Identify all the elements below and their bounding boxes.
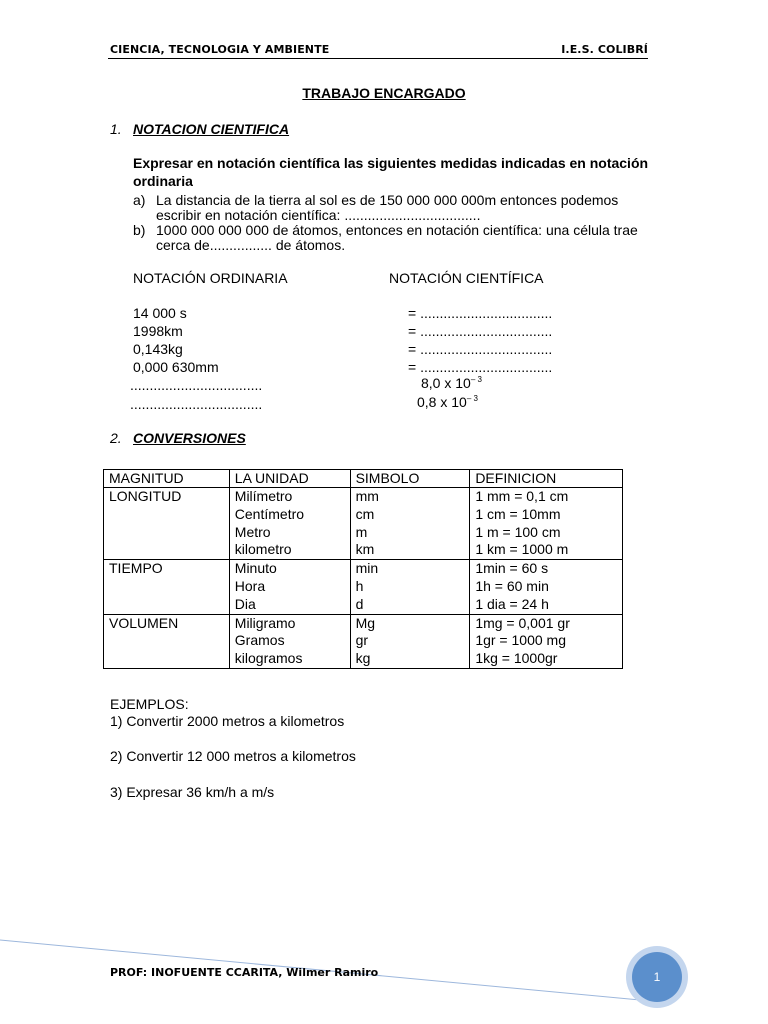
definition-cell: 1 mm = 0,1 cm 1 cm = 10mm 1 m = 100 cm 1 km = 1000 m bbox=[470, 488, 623, 560]
document-title: TRABAJO ENCARGADO bbox=[302, 85, 466, 101]
exponent-6: – 3 bbox=[466, 394, 478, 403]
example-1: 1) Convertir 2000 metros a kilometros bbox=[110, 713, 345, 729]
section1-title: NOTACION CIENTIFICA bbox=[133, 121, 290, 137]
table-row-longitud bbox=[104, 488, 623, 560]
symbol-cell: Mg gr kg bbox=[350, 614, 470, 668]
magnitude-cell: TIEMPO bbox=[104, 560, 230, 614]
magnitude-cell: LONGITUD bbox=[104, 488, 230, 560]
unit-cell: Miligramo Gramos kilogramos bbox=[229, 614, 350, 668]
ordinary-value-4: 0,000 630mm bbox=[133, 359, 219, 375]
header-definition: DEFINICION bbox=[470, 470, 623, 488]
header-divider bbox=[108, 58, 648, 59]
scientific-blank-3: = .................................. bbox=[408, 341, 553, 357]
item-b-line2: cerca de................ de átomos. bbox=[156, 237, 346, 253]
header-magnitude: MAGNITUD bbox=[104, 470, 230, 488]
section2-number: 2. bbox=[110, 430, 122, 446]
header-symbol: SIMBOLO bbox=[350, 470, 470, 488]
item-a-line2: escribir en notación científica: ................................... bbox=[156, 207, 481, 223]
magnitude-cell: VOLUMEN bbox=[104, 614, 230, 668]
example-3: 3) Expresar 36 km/h a m/s bbox=[110, 784, 275, 800]
table-row-volumen bbox=[104, 614, 623, 668]
header-unit: LA UNIDAD bbox=[229, 470, 350, 488]
page-number: 1 bbox=[632, 952, 682, 1002]
ordinary-value-3: 0,143kg bbox=[133, 341, 183, 357]
exponent-5: – 3 bbox=[470, 375, 482, 384]
definition-cell: 1mg = 0,001 gr 1gr = 1000 mg 1kg = 1000gr bbox=[470, 614, 623, 668]
page-number-badge bbox=[626, 946, 688, 1008]
examples-heading: EJEMPLOS: bbox=[110, 696, 189, 712]
example-2: 2) Convertir 12 000 metros a kilometros bbox=[110, 748, 356, 764]
ordinary-blank-5: .................................. bbox=[130, 377, 263, 393]
unit-cell: Milímetro Centímetro Metro kilometro bbox=[229, 488, 350, 560]
header-school: I.E.S. COLIBRÍ bbox=[561, 43, 648, 56]
section2-title: CONVERSIONES bbox=[133, 430, 246, 446]
column-header-ordinary: NOTACIÓN ORDINARIA bbox=[133, 270, 288, 286]
section1-number: 1. bbox=[110, 121, 122, 137]
header-course: CIENCIA, TECNOLOGIA Y AMBIENTE bbox=[110, 43, 330, 56]
scientific-blank-4: = .................................. bbox=[408, 359, 553, 375]
column-header-scientific: NOTACIÓN CIENTÍFICA bbox=[389, 270, 544, 286]
item-b-line1: 1000 000 000 000 de átomos, entonces en notación científica: una célula trae bbox=[156, 222, 638, 238]
footer-author: PROF: INOFUENTE CCARITA, Wilmer Ramiro bbox=[110, 966, 379, 979]
scientific-blank-2: = .................................. bbox=[408, 323, 553, 339]
conversion-table bbox=[103, 469, 623, 669]
definition-cell: 1min = 60 s 1h = 60 min 1 dia = 24 h bbox=[470, 560, 623, 614]
symbol-cell: min h d bbox=[350, 560, 470, 614]
symbol-cell: mm cm m km bbox=[350, 488, 470, 560]
ordinary-value-1: 14 000 s bbox=[133, 305, 187, 321]
item-a-letter: a) bbox=[133, 192, 146, 208]
item-a-line1: La distancia de la tierra al sol es de 150 000 000 000m entonces podemos bbox=[156, 192, 619, 208]
ordinary-value-2: 1998km bbox=[133, 323, 183, 339]
item-b-letter: b) bbox=[133, 222, 146, 238]
table-row-tiempo bbox=[104, 560, 623, 614]
scientific-value-5: 8,0 x $10^{- 3}$ bbox=[421, 375, 482, 391]
section1-instruction-line1: Expresar en notación científica las siguientes medidas indicadas en notación bbox=[133, 155, 649, 171]
ordinary-blank-6: .................................. bbox=[130, 396, 263, 412]
unit-cell: Minuto Hora Dia bbox=[229, 560, 350, 614]
section1-instruction-line2: ordinaria bbox=[133, 173, 193, 189]
scientific-blank-1: = .................................. bbox=[408, 305, 553, 321]
table-header-row bbox=[104, 470, 623, 488]
scientific-value-6: 0,8 x $10^{- 3}$ bbox=[417, 394, 478, 410]
